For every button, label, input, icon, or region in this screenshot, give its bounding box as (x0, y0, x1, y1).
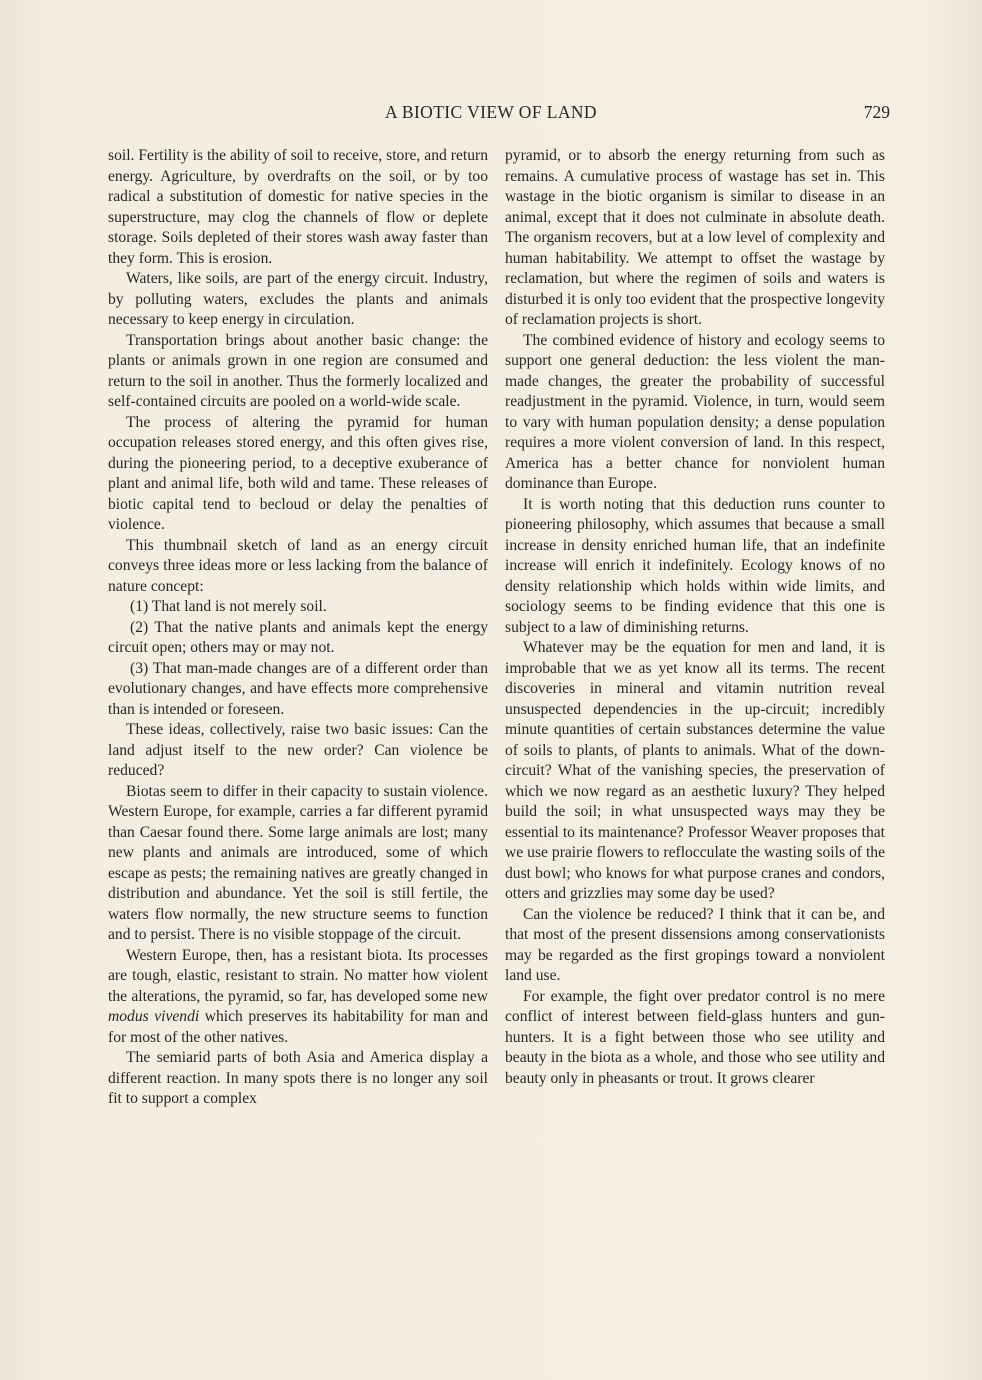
running-head (0, 100, 982, 124)
italic-phrase: modus vivendi (108, 1008, 200, 1025)
list-item: (2) That the native plants and animals kept the energy circuit open; others may or may not. (108, 618, 488, 656)
paragraph: Whatever may be the equation for men and land, it is improbable that we as yet know all its terms. The recent discoveries in mineral and vitamin nutrition reveal unsuspected dependencies in the up-circuit; incredibly minute quantities of certain substances determine the value of soils to plants, of plants to animals. What of the down-circuit? What of the vanishing species, the preservation of which we now regard as an aesthetic luxury? They helped build the soil; in what unsuspected ways may they be essential to its maintenance? Professor Weaver proposes that we use prairie flowers to reflocculate the wasting soils of the dust bowl; who knows for what purpose cranes and condors, otters and grizzlies may some day be used? (505, 639, 885, 902)
right-column (505, 146, 885, 1089)
page-number: 729 (863, 102, 890, 122)
paragraph: This thumbnail sketch of land as an energy circuit conveys three ideas more or less lacking from the balance of nature concept: (108, 536, 488, 595)
list-item: (3) That man-made changes are of a different order than evolutionary changes, and have effects more comprehensive than is intended or foreseen. (108, 659, 488, 718)
paragraph: For example, the fight over predator control is no mere conflict of interest between field-glass hunters and gun-hunters. It is a fight between those who see utility and beauty in the biota as a whole, and those who see utility and beauty only in pheasants or trout. It grows clearer (505, 987, 885, 1087)
paragraph: It is worth noting that this deduction runs counter to pioneering philosophy, which assumes that because a small increase in density enriched human life, that an indefinite increase will enrich it indefinitely. Ecology knows of no density relationship which holds within wide limits, and sociology seems to be finding evidence that this one is subject to a law of diminishing returns. (505, 495, 885, 636)
paragraph: Biotas seem to differ in their capacity to sustain violence. Western Europe, for example, carries a far different pyramid than Caesar found there. Some large animals are lost; many new plants and animals are introduced, some of which escape as pests; the remaining natives are greatly changed in distribution and abundance. Yet the soil is still fertile, the waters flow normally, the new structure seems to function and to persist. There is no visible stoppage of the circuit. (108, 782, 488, 943)
paragraph: The combined evidence of history and ecology seems to support one general deduction: the less violent the man-made changes, the greater the probability of successful readjustment in the pyramid. Violence, in turn, would seem to vary with human population density; a dense population requires a more violent conversion of land. In this respect, America has a better chance for nonviolent human dominance than Europe. (505, 331, 885, 492)
paragraph: Transportation brings about another basic change: the plants or animals grown in one region are consumed and return to the soil in another. Thus the formerly localized and self-contained circuits are pooled on a world-wide scale. (108, 331, 488, 410)
list-item: (1) That land is not merely soil. (130, 598, 327, 615)
paragraph: Waters, like soils, are part of the energy circuit. Industry, by polluting waters, excludes the plants and animals necessary to keep energy in circulation. (108, 270, 488, 328)
left-column (108, 146, 488, 1110)
paragraph: The process of altering the pyramid for human occupation releases stored energy, and this often gives rise, during the pioneering period, to a deceptive exuberance of plant and animal life, both wild and tame. These releases of biotic capital tend to becloud or delay the penalties of violence. (108, 413, 488, 533)
paragraph: pyramid, or to absorb the energy returning from such as remains. A cumulative process of wastage has set in. This wastage in the biotic organism is similar to disease in an animal, except that it does not culminate in absolute death. The organism recovers, but at a low level of complexity and human habitability. We attempt to offset the wastage by reclamation, but where the regimen of soils and waters is disturbed it is only too evident that the prospective longevity of reclamation projects is short. (505, 147, 885, 328)
paragraph: soil. Fertility is the ability of soil to receive, store, and return energy. Agriculture, by overdrafts on the soil, or by too radical a substitution of domestic for native species in the superstructure, may clog the channels of flow or deplete storage. Soils depleted of their stores wash away faster than they form. This is erosion. (108, 147, 488, 267)
paragraph: These ideas, collectively, raise two basic issues: Can the land adjust itself to the new order? Can violence be reduced? (108, 721, 488, 779)
paragraph-text: Western Europe, then, has a resistant biota. Its processes are tough, elastic, resistant to strain. No matter how violent the alterations, the pyramid, so far, has developed some new (108, 946, 488, 1005)
paragraph: The semiarid parts of both Asia and America display a different reaction. In many spots there is no longer any soil fit to support a complex (108, 1049, 488, 1107)
running-title: A BIOTIC VIEW OF LAND (385, 102, 597, 122)
paragraph (108, 946, 488, 1049)
paragraph-text: which preserves its habitability for man and for most of the other natives. (108, 1008, 488, 1046)
paragraph: Can the violence be reduced? I think that it can be, and that most of the present dissensions among conservationists may be regarded as the first gropings toward a nonviolent land use. (505, 905, 885, 984)
